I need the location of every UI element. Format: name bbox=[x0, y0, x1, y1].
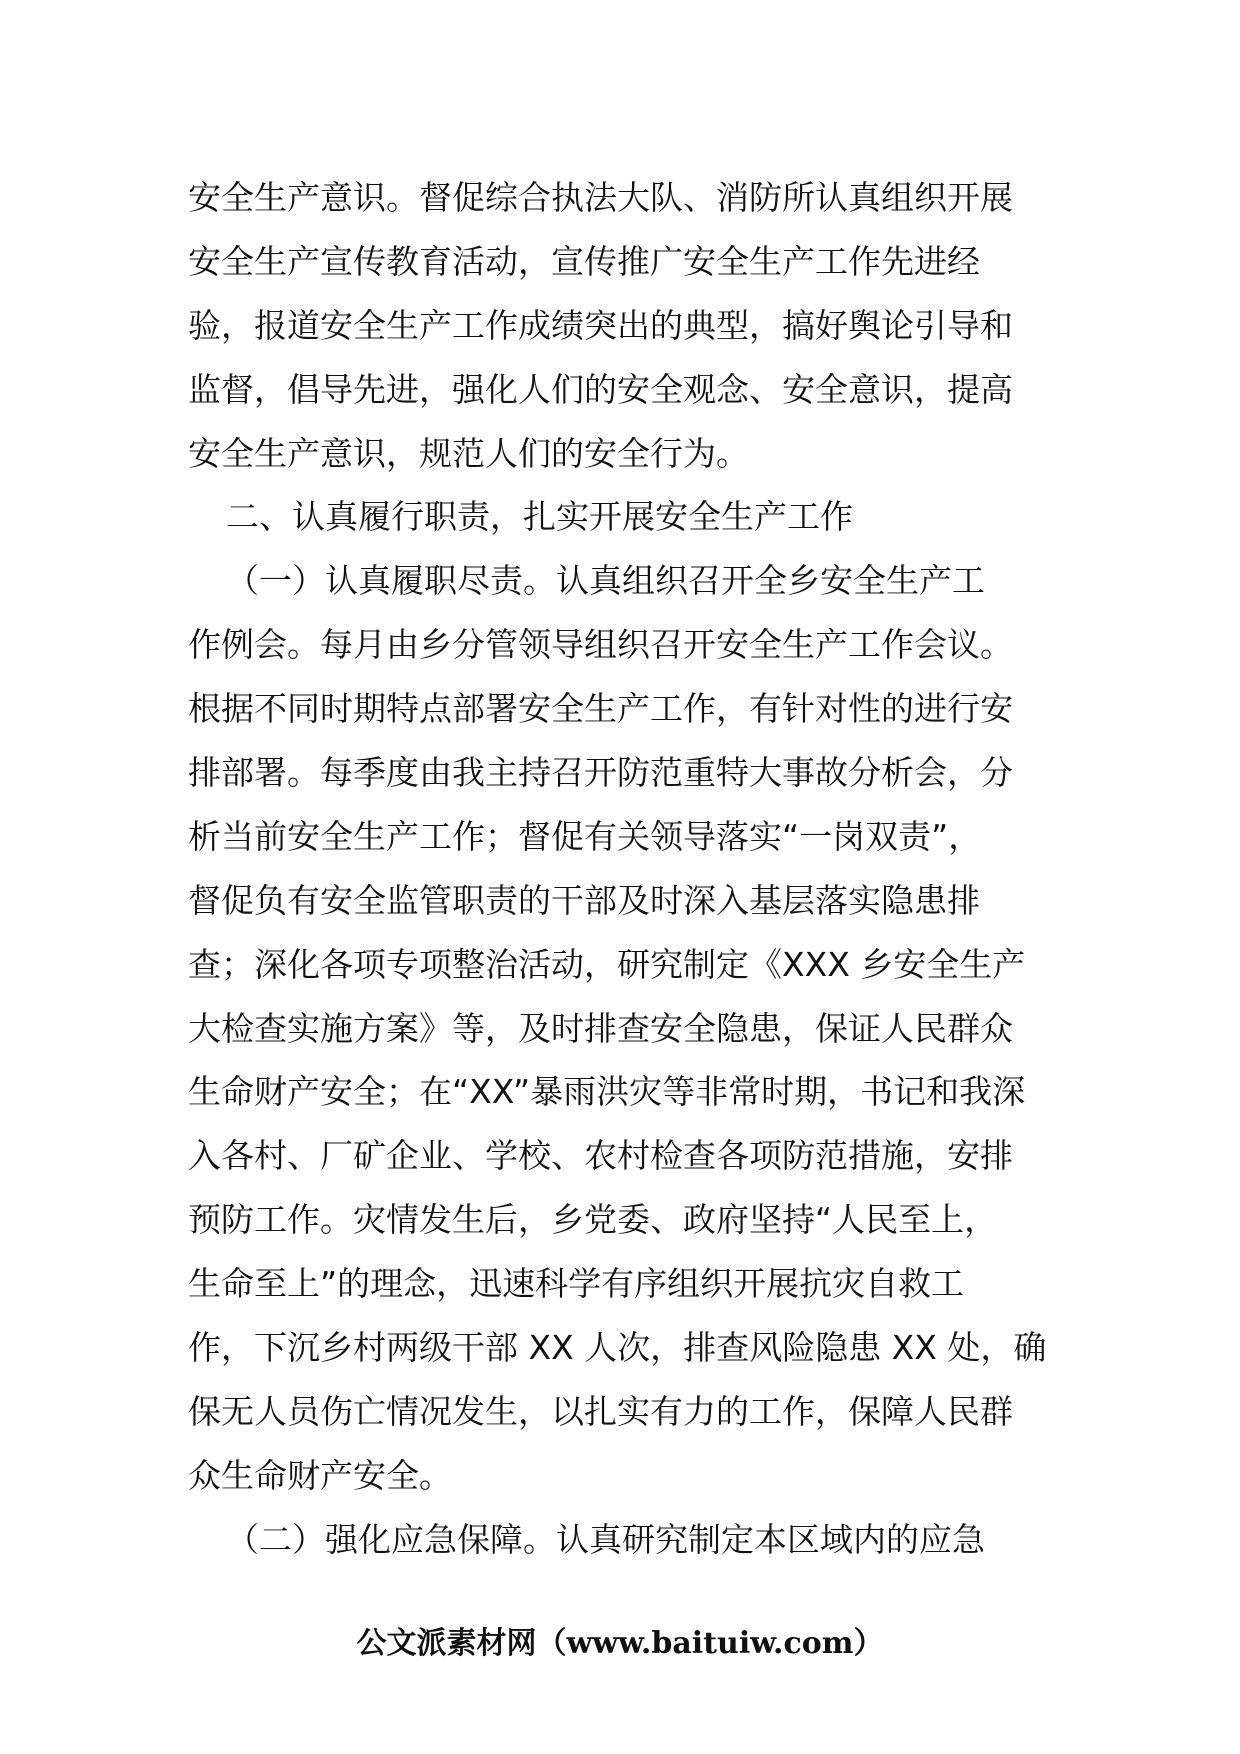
text-line: 验，报道安全生产工作成绩突出的典型，搞好舆论引导和 bbox=[188, 305, 1013, 345]
text-line: （一）认真履职尽责。认真组织召开全乡安全生产工 bbox=[226, 561, 985, 601]
footer-watermark: 公文派素材网（www.baituiw.com） bbox=[356, 1626, 884, 1661]
text-line: 督促负有安全监管职责的干部及时深入基层落实隐患排 bbox=[188, 880, 980, 920]
text-line: 保无人员伤亡情况发生，以扎实有力的工作，保障人民群 bbox=[188, 1391, 1013, 1431]
text-line: 作，下沉乡村两级干部 XX 人次，排查风险隐患 XX 处，确 bbox=[188, 1328, 1047, 1368]
text-line: 生命财产安全；在“XX”暴雨洪灾等非常时期，书记和我深 bbox=[188, 1072, 1026, 1112]
text-line: 众生命财产安全。 bbox=[188, 1455, 452, 1495]
text-line: 排部署。每季度由我主持召开防范重特大事故分析会，分 bbox=[188, 753, 1013, 793]
text-line: 析当前安全生产工作；督促有关领导落实“一岗双责”， bbox=[188, 816, 982, 856]
text-line: 安全生产意识，规范人们的安全行为。 bbox=[188, 433, 749, 473]
text-line: 安全生产意识。督促综合执法大队、消防所认真组织开展 bbox=[188, 178, 1013, 217]
text-line: 安全生产宣传教育活动，宣传推广安全生产工作先进经 bbox=[188, 241, 980, 281]
text-line: 监督，倡导先进，强化人们的安全观念、安全意识，提高 bbox=[188, 369, 1013, 409]
text-line: 生命至上”的理念，迅速科学有序组织开展抗灾自救工 bbox=[188, 1264, 965, 1304]
text-line: 查；深化各项专项整治活动，研究制定《XXX 乡安全生产 bbox=[188, 944, 1026, 984]
text-line: 预防工作。灾情发生后，乡党委、政府坚持“人民至上， bbox=[188, 1200, 998, 1240]
text-line: 入各村、厂矿企业、学校、农村检查各项防范措施，安排 bbox=[188, 1136, 1013, 1176]
section-heading: 二、认真履行职责，扎实开展安全生产工作 bbox=[226, 497, 853, 537]
document-body bbox=[188, 166, 1056, 1572]
text-line: 根据不同时期特点部署安全生产工作，有针对性的进行安 bbox=[188, 689, 1013, 729]
text-line: （二）强化应急保障。认真研究制定本区域内的应急 bbox=[226, 1519, 985, 1559]
text-line: 作例会。每月由乡分管领导组织召开安全生产工作会议。 bbox=[188, 625, 1013, 665]
text-line: 大检查实施方案》等，及时排查安全隐患，保证人民群众 bbox=[188, 1008, 1013, 1048]
